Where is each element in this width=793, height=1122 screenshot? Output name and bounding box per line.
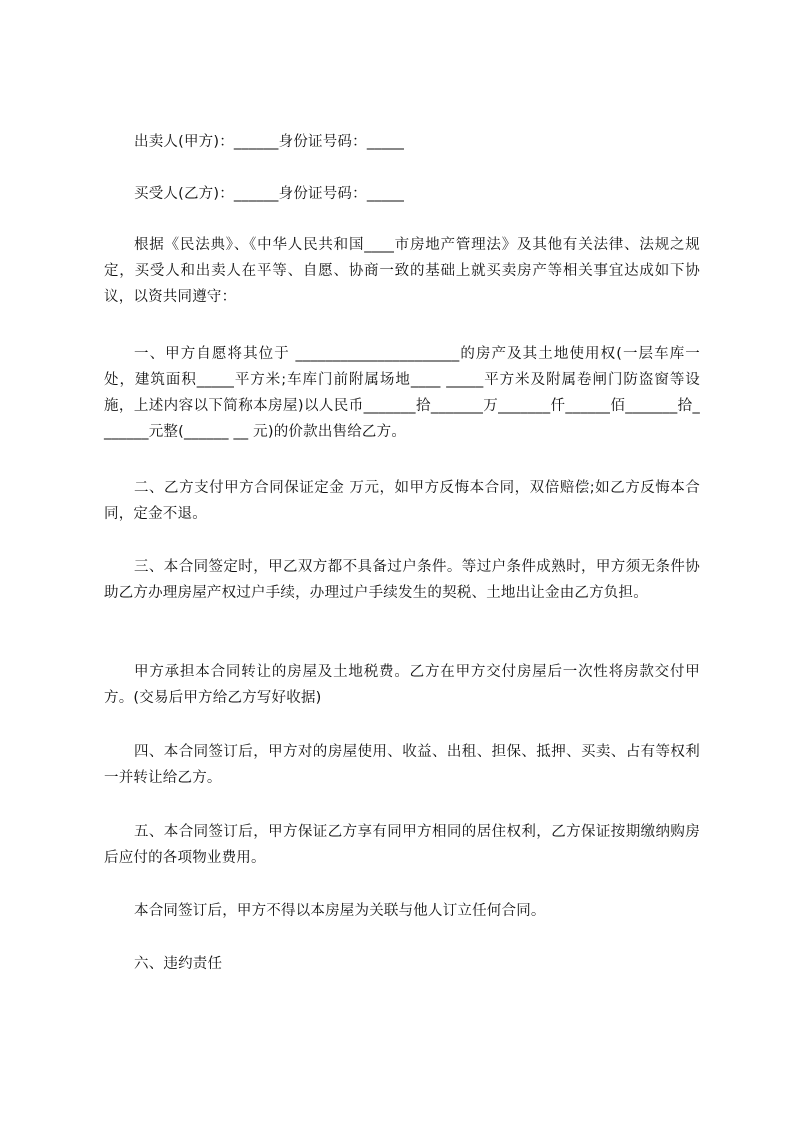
clause-1-paragraph: 一、甲方自愿将其位于 ______________________的房产及其土地使用权(一层车库一处，建筑面积_____平方米;车库门前附属场地____ _____平方米及附属卷闸门防盗窗等设施，上述内容以下简称本房屋)以人民币_______拾_______万_______仟______佰_______拾_______元整(______ __ 元)的价款出售给乙方。 [104, 346, 700, 440]
buyer-line: 买受人(乙方)：______身份证号码：_____ [134, 186, 405, 202]
clause-3-paragraph: 三、本合同签定时，甲乙双方都不具备过户条件。等过户条件成熟时，甲方须无条件协助乙方办理房屋产权过户手续，办理过户手续发生的契税、土地出让金由乙方负担。 [104, 559, 700, 601]
clause-4-paragraph: 四、本合同签订后，甲方对的房屋使用、收益、出租、担保、抵押、买卖、占有等权利一并转让给乙方。 [104, 744, 700, 786]
clause-2-paragraph: 二、乙方支付甲方合同保证定金 万元，如甲方反悔本合同，双倍赔偿;如乙方反悔本合同，定金不退。 [104, 480, 700, 522]
clause-3-note-paragraph: 甲方承担本合同转让的房屋及土地税费。乙方在甲方交付房屋后一次性将房款交付甲方。(交易后甲方给乙方写好收据) [104, 664, 700, 706]
preamble-paragraph: 根据《民法典》、《中华人民共和国____市房地产管理法》及其他有关法律、法规之规定，买受人和出卖人在平等、自愿、协商一致的基础上就买卖房产等相关事宜达成如下协议，以资共同遵守： [104, 237, 700, 305]
clause-6-title: 六、违约责任 [134, 956, 223, 972]
clause-5-paragraph: 五、本合同签订后，甲方保证乙方享有同甲方相同的居住权利，乙方保证按期缴纳购房后应付的各项物业费用。 [104, 824, 700, 866]
seller-line: 出卖人(甲方)：______身份证号码：_____ [134, 134, 405, 150]
clause-5-note-paragraph: 本合同签订后，甲方不得以本房屋为关联与他人订立任何合同。 [134, 903, 546, 919]
